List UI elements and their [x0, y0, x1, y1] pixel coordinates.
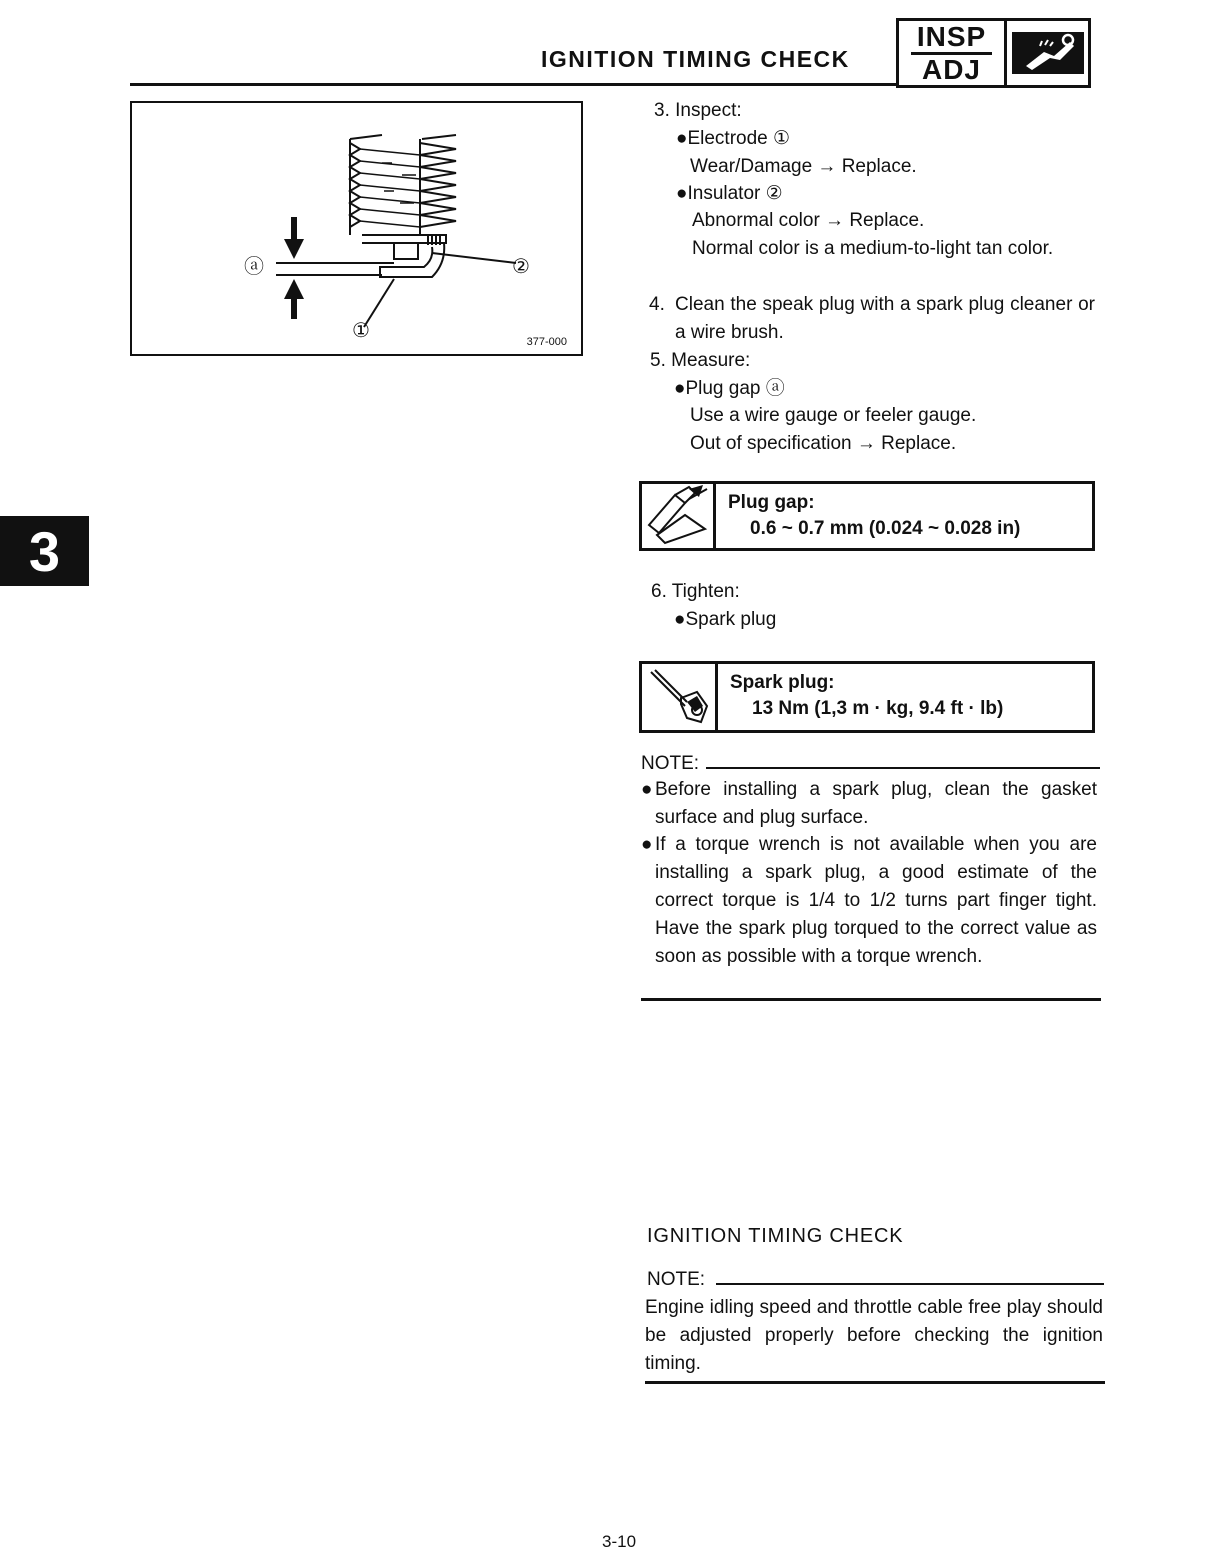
torque-wrench-icon	[642, 664, 718, 730]
step-3-insulator-detail-2: Normal color is a medium-to-light tan color.	[692, 238, 1054, 259]
note-1-end-rule	[641, 998, 1101, 1001]
step-5-title: 5. Measure:	[650, 350, 751, 371]
note-1-item-1: Before installing a spark plug, clean the gasket surface and plug surface.	[655, 779, 1097, 828]
note-1-bullet-2-dot: ●	[641, 834, 653, 855]
step-5-detail-1: Use a wire gauge or feeler gauge.	[690, 405, 977, 426]
note-2-heading: NOTE:	[647, 1269, 706, 1290]
caliper-icon	[642, 484, 716, 548]
page-number: 3-10	[602, 1532, 637, 1551]
step-3-title: 3. Inspect:	[654, 100, 742, 121]
header-rule	[130, 83, 896, 86]
step-6-title: 6. Tighten:	[651, 581, 740, 602]
page-header-title: IGNITION TIMING CHECK	[541, 46, 850, 72]
note-1-bullet-1-dot: ●	[641, 779, 653, 800]
note-1-heading: NOTE:	[641, 753, 700, 774]
step-3-insulator-detail-1: Abnormal color → Replace.	[692, 210, 925, 231]
section-2-title: IGNITION TIMING CHECK	[647, 1225, 904, 1247]
step-3-bullet-electrode: ●Electrode ①	[676, 128, 791, 149]
badge-insp: INSP	[911, 22, 992, 55]
plug-gap-spec-box	[639, 481, 1095, 551]
spark-plug-torque-box	[639, 661, 1095, 733]
step-5-detail-2: Out of specification → Replace.	[690, 433, 957, 454]
insp-adj-badge	[896, 18, 1091, 88]
figure-label-1: ①	[352, 320, 370, 342]
wrench-hand-icon	[1007, 21, 1088, 85]
note-1-heading-line	[706, 767, 1100, 769]
step-6-bullet-spark-plug: ●Spark plug	[674, 609, 777, 630]
figure-code: 377-000	[526, 336, 567, 348]
chapter-tab: 3	[0, 516, 89, 586]
note-2-heading-line	[716, 1283, 1104, 1285]
step-3-bullet-insulator: ●Insulator ②	[676, 183, 783, 204]
step-3-electrode-detail: Wear/Damage → Replace.	[690, 156, 917, 177]
step-4-text: Clean the speak plug with a spark plug cleaner or a wire brush.	[675, 294, 1095, 343]
step-5-bullet-plug-gap: ●Plug gap ⓐ	[674, 378, 785, 399]
note-2-text: Engine idling speed and throttle cable free play should be adjusted properly before checking the ignition timing.	[645, 1297, 1103, 1374]
figure-label-2: ②	[512, 256, 530, 278]
note-1-item-2: If a torque wrench is not available when you are installing a spark plug, a good estimate of the correct torque is 1/4 to 1/2 turns part finger tight. Have the spark plug torqued to the correct value as soon as possible with a torque wrench.	[655, 834, 1097, 967]
plug-gap-label: Plug gap:	[728, 492, 815, 513]
badge-text-block	[899, 21, 1007, 85]
spark-plug-figure	[130, 101, 583, 356]
torque-label: Spark plug:	[730, 672, 835, 693]
figure-label-a: ⓐ	[244, 256, 264, 278]
step-4-number: 4.	[649, 294, 665, 315]
badge-adj: ADJ	[921, 53, 981, 85]
torque-value: 13 Nm (1,3 m · kg, 9.4 ft · lb)	[752, 698, 1004, 719]
plug-gap-value: 0.6 ~ 0.7 mm (0.024 ~ 0.028 in)	[750, 518, 1021, 539]
note-2-end-rule	[645, 1381, 1105, 1384]
